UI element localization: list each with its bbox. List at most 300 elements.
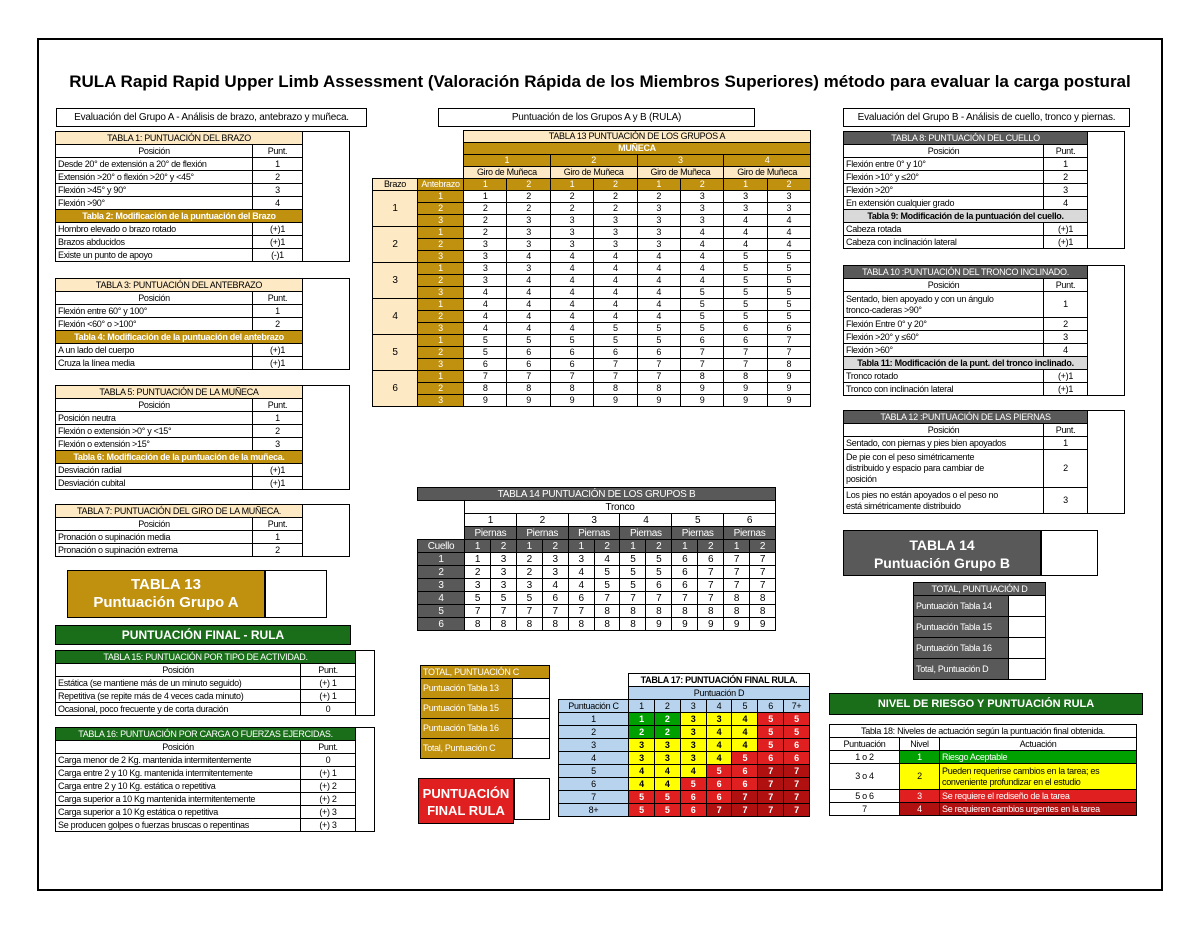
table-cell: 5 [767,275,810,287]
table-cell: 5 [680,287,723,299]
puntd-score: 1 [629,700,655,713]
giro-value: 2 [767,179,810,191]
leg-value: 2 [594,540,620,553]
cuello-score: 3 [418,579,465,592]
row-label: Puntuación Tabla 16 [421,719,513,739]
row-label: Pueden requerirse cambios en la tarea; es conveniente profundizar en el estudio [940,764,1137,790]
table-cell: 3 [490,566,516,579]
row-value: (+)1 [1044,223,1088,236]
row-label: Flexión entre 60° y 100° [56,305,253,318]
col-header: Punt. [1044,279,1088,292]
table-cell: 8 [465,618,491,631]
table-cell: 5 [629,791,655,804]
puntc-score: 8+ [559,804,629,817]
table-cell: 2 [637,191,680,203]
piernas-header: Piernas [724,527,776,540]
table-cell: 5 [784,713,810,726]
table-cell: 1 [464,191,507,203]
row-label: A un lado del cuerpo [56,344,253,357]
table-cell: 5 [490,592,516,605]
row-label: Desviación radial [56,464,253,477]
antebrazo-score: 1 [418,335,464,347]
table-cell: 2 [464,227,507,239]
puntd-score: 5 [732,700,758,713]
modifier-title: Tabla 9: Modificación de la puntuación del cuello. [844,210,1088,223]
col-header: Posición [56,741,301,754]
row-value: 0 [301,754,356,767]
table-cell: 5 [758,726,784,739]
table-cell: 8 [464,383,507,395]
table-title: TOTAL, PUNTUACIÓN C [421,666,550,679]
table-cell: 7 [724,347,767,359]
score-cell[interactable] [1009,638,1046,659]
table-cell: 4 [507,299,550,311]
tronco-header: Tronco [465,501,776,514]
cuello-header: Cuello [418,540,465,553]
table-cell: 5 [732,752,758,765]
table-cell: 3 [680,752,706,765]
antebrazo-score: 2 [418,275,464,287]
score-cell[interactable] [1009,617,1046,638]
table-cell: 5 [680,323,723,335]
giro-value: 2 [680,179,723,191]
table-cell: 4 [767,239,810,251]
table-title: TABLA 12 :PUNTUACIÓN DE LAS PIERNAS [844,411,1088,424]
table-cell: 4 [464,311,507,323]
table-title: TOTAL, PUNTUACIÓN D [914,583,1046,596]
puntc-score: 4 [559,752,629,765]
table-cell: 4 [507,311,550,323]
table-cell: 9 [724,618,750,631]
antebrazo-score: 3 [418,251,464,263]
table-cell: 2 [464,215,507,227]
group-b-header: Evaluación del Grupo B - Análisis de cuello, tronco y piernas. [843,108,1130,127]
row-label: está simétricamente distribuido [846,500,961,511]
table-cell: 7 [767,335,810,347]
tronco-score: 4 [620,514,672,527]
table-cell: 9 [767,383,810,395]
table-cell: 9 [507,395,550,407]
table-cell: 4 [550,251,593,263]
table-cell: 3 [594,215,637,227]
row-label: Ocasional, poco frecuente y de corta duración [56,703,301,716]
col-header: Punt. [253,399,303,412]
modifier-title: Tabla 6: Modificación de la puntuación de la muñeca. [56,451,303,464]
table-cell: 8 [767,359,810,371]
row-value: 3 [1044,331,1088,344]
level-badge: 3 [900,790,940,803]
row-value: 3 [1044,488,1088,514]
table-cell: 3 [490,579,516,592]
modifier-title: Tabla 4: Modificación de la puntuación del antebrazo [56,331,303,344]
col-header: Punt. [301,741,356,754]
table-title: TABLA 13 PUNTUACIÓN DE LOS GRUPOS A [464,131,811,143]
table-cell: 4 [550,311,593,323]
table-cell: 3 [706,713,732,726]
table-cell: 5 [620,566,646,579]
box-line: Puntuación Grupo B [873,555,1011,571]
level-badge: 1 [900,751,940,764]
row-value: 3 [253,184,303,197]
table-cell: 2 [594,191,637,203]
table-title: TABLA 14 PUNTUACIÓN DE LOS GRUPOS B [418,488,776,501]
table-cell: 4 [706,752,732,765]
score-cell[interactable] [513,719,550,739]
table-cell: 7 [706,804,732,817]
table-cell: 3 [542,553,568,566]
table-cell: 4 [568,579,594,592]
table-cell: 2 [550,191,593,203]
table-cell: 7 [516,605,542,618]
wrist-score: 1 [464,155,551,167]
table-cell: 3 [516,579,542,592]
wrist-score: 3 [637,155,724,167]
table-cell: 6 [724,323,767,335]
table-cell: 7 [620,592,646,605]
table-cell: 9 [672,618,698,631]
antebrazo-score: 3 [418,215,464,227]
antebrazo-score: 1 [418,299,464,311]
table-cell: 4 [680,263,723,275]
table-cell: 7 [490,605,516,618]
table-cell: 7 [680,347,723,359]
table-cell: 4 [680,765,706,778]
table-cell: 5 [594,566,620,579]
leg-value: 1 [620,540,646,553]
row-value: 4 [253,197,303,210]
table-cell: 5 [784,726,810,739]
piernas-header: Piernas [672,527,724,540]
modifier-title: Tabla 2: Modificación de la puntuación del Brazo [56,210,303,223]
row-value: 3 o 4 [830,764,900,790]
table-cell: 2 [516,553,542,566]
brazo-score: 1 [373,191,418,227]
col-header: Posición [844,279,1044,292]
giro-value: 1 [464,179,507,191]
table-17-final [558,673,810,817]
leg-value: 2 [698,540,724,553]
row-label: Repetitiva (se repite más de 4 veces cada minuto) [56,690,301,703]
brazo-score: 2 [373,227,418,263]
table-cell: 4 [654,778,680,791]
col-header: Punt. [301,664,356,677]
table-cell: 5 [594,335,637,347]
table-cell: 8 [568,618,594,631]
table-cell: 6 [568,592,594,605]
row-value: 1 [253,305,303,318]
table-cell: 6 [706,791,732,804]
row-value: (+)1 [1044,236,1088,249]
table-cell: 5 [680,778,706,791]
score-cell[interactable] [513,679,550,699]
antebrazo-score: 1 [418,263,464,275]
table-cell: 9 [594,395,637,407]
table-cell: 5 [758,739,784,752]
row-label: Los pies no están apoyados o el peso no [846,489,998,500]
giro-value: 2 [507,179,550,191]
table-cell: 3 [680,191,723,203]
row-label: Puntuación Tabla 14 [914,596,1009,617]
table-cell: 3 [680,215,723,227]
table-cell: 6 [784,739,810,752]
tronco-score: 2 [516,514,568,527]
row-value: 1 [253,158,303,171]
row-value: 4 [1044,344,1088,357]
row-label: Flexión <60° o >100° [56,318,253,331]
table-cell: 7 [784,778,810,791]
antebrazo-score: 2 [418,311,464,323]
table-cell: 8 [724,371,767,383]
row-label: Se requieren cambios urgentes en la tarea [940,803,1137,816]
table-cell: 3 [594,227,637,239]
col-header: Punt. [253,518,303,531]
col-header: Posición [56,399,253,412]
puntd-score: 4 [706,700,732,713]
table-cell: 2 [654,726,680,739]
table-cell: 3 [767,191,810,203]
table-cell: 7 [465,605,491,618]
leg-value: 2 [646,540,672,553]
table-cell: 7 [594,359,637,371]
table-cell: 3 [654,752,680,765]
table-cell: 3 [680,203,723,215]
table-cell: 7 [594,371,637,383]
box-line: TABLA 13 [130,576,201,593]
row-value: (+) 3 [301,806,356,819]
table-16-carga [55,727,375,832]
score-cell[interactable] [1009,596,1046,617]
row-value: (-)1 [253,249,303,262]
row-label: Sentado, con piernas y pies bien apoyados [844,437,1044,450]
puntc-score: 5 [559,765,629,778]
row-value: 1 [1044,292,1088,318]
row-value: 1 [1044,158,1088,171]
table-title: TABLA 3: PUNTUACIÓN DEL ANTEBRAZO [56,279,303,292]
table-cell: 7 [749,579,775,592]
puntd-score: 7+ [784,700,810,713]
group-ab-header: Puntuación de los Grupos A y B (RULA) [438,108,755,127]
row-value: 7 [830,803,900,816]
score-cell[interactable] [513,699,550,719]
table-cell: 6 [724,335,767,347]
antebrazo-score: 2 [418,383,464,395]
table-1-brazo [55,131,350,262]
table-cell: 3 [550,215,593,227]
row-value: 2 [1044,450,1088,488]
grupo-b-score-input[interactable] [1041,530,1098,576]
row-label: Cabeza rotada [844,223,1044,236]
brazo-score: 6 [373,371,418,407]
table-cell: 6 [706,778,732,791]
row-label: Flexión >20° y ≤60° [844,331,1044,344]
tronco-score: 3 [568,514,620,527]
final-rula-score-input[interactable] [514,778,550,820]
table-18-niveles [829,724,1137,816]
table-cell: 7 [680,359,723,371]
table-cell: 4 [507,323,550,335]
table-cell: 7 [507,371,550,383]
table-cell: 5 [680,311,723,323]
table-cell: 3 [637,227,680,239]
row-label: Desde 20° de extensión a 20° de flexión [56,158,253,171]
table-cell: 8 [646,605,672,618]
table-cell: 5 [464,335,507,347]
table-cell: 9 [464,395,507,407]
table-cell: 7 [758,765,784,778]
table-cell: 5 [465,592,491,605]
table-cell: 4 [629,778,655,791]
final-rula-header: PUNTUACIÓN FINAL - RULA [55,625,351,645]
table-cell: 5 [767,251,810,263]
table-cell: 8 [490,618,516,631]
puntuacion-final-rula-box [418,778,514,824]
table-cell: 5 [724,263,767,275]
row-label: Puntuación Tabla 15 [914,617,1009,638]
table-cell: 6 [550,359,593,371]
giro-value: 1 [550,179,593,191]
table-cell: 7 [594,592,620,605]
antebrazo-score: 2 [418,203,464,215]
row-label: En extensión cualquier grado [844,197,1044,210]
grupo-a-score-input[interactable] [265,570,327,618]
table-cell: 3 [767,203,810,215]
table-cell: 7 [784,765,810,778]
col-header: Posición [844,145,1044,158]
table-cell: 4 [507,275,550,287]
row-label: Hombro elevado o brazo rotado [56,223,253,236]
puntd-score: 6 [758,700,784,713]
row-value: (+) 2 [301,780,356,793]
table-cell: 3 [654,739,680,752]
row-label: Flexión >45° y 90° [56,184,253,197]
table-cell: 5 [724,275,767,287]
antebrazo-score: 2 [418,347,464,359]
box-line: FINAL RULA [427,803,505,818]
table-cell: 7 [758,791,784,804]
table-cell: 7 [672,592,698,605]
table-cell: 4 [706,726,732,739]
table-cell: 4 [550,275,593,287]
table-cell: 8 [594,618,620,631]
table-cell: 3 [637,239,680,251]
box-line: TABLA 14 [909,537,975,553]
row-label: Extensión >20° o flexión >20° y <45° [56,171,253,184]
box-line: Puntuación Grupo A [93,594,239,611]
table-cell: 8 [724,592,750,605]
table-cell: 3 [637,203,680,215]
table-cell: 3 [550,239,593,251]
row-value: 1 o 2 [830,751,900,764]
table-cell: 7 [767,347,810,359]
table-cell: 4 [594,311,637,323]
table-cell: 4 [767,227,810,239]
table-cell: 8 [620,605,646,618]
row-label: Carga menor de 2 Kg. mantenida intermitentemente [56,754,301,767]
table-cell: 9 [724,395,767,407]
table-cell: 4 [594,251,637,263]
puntd-score: 3 [680,700,706,713]
table-cell: 4 [594,553,620,566]
puntc-header: Puntuación C [559,700,629,713]
table-cell: 8 [637,383,680,395]
leg-value: 2 [542,540,568,553]
row-value: 2 [253,544,303,557]
table-cell: 4 [706,739,732,752]
table-cell: 7 [550,371,593,383]
table-cell: 4 [594,263,637,275]
row-value: 2 [253,425,303,438]
giro-value: 2 [594,179,637,191]
table-cell: 9 [724,383,767,395]
table-cell: 6 [784,752,810,765]
table-12-piernas [843,410,1125,514]
table-cell: 3 [680,726,706,739]
antebrazo-score: 3 [418,287,464,299]
score-cell[interactable] [1009,659,1046,680]
table-cell: 7 [464,371,507,383]
row-label: Total, Puntuación D [914,659,1009,680]
table-cell: 6 [672,553,698,566]
table-cell: 4 [724,239,767,251]
giro-header: Giro de Muñeca [724,167,811,179]
row-value: (+)1 [1044,370,1088,383]
score-cell[interactable] [513,739,550,759]
row-value: 2 [1044,318,1088,331]
col-header: Posición [844,424,1044,437]
muneca-header: MUÑECA [464,143,811,155]
table-cell: 3 [464,275,507,287]
leg-value: 2 [749,540,775,553]
table-cell: 5 [680,299,723,311]
table-cell: 3 [465,579,491,592]
table-cell: 5 [767,299,810,311]
table-cell: 5 [724,251,767,263]
page-title: RULA Rapid Rapid Upper Limb Assessment (Valoración Rápida de los Miembros Superiores) método para evaluar la carga postural [69,72,1131,91]
table-cell: 9 [767,371,810,383]
antebrazo-score: 1 [418,191,464,203]
table-14-grupos-b [417,487,776,631]
table-cell: 6 [767,323,810,335]
table-cell: 3 [507,239,550,251]
table-cell: 9 [646,618,672,631]
table-cell: 3 [550,227,593,239]
table-cell: 3 [507,263,550,275]
cuello-score: 2 [418,566,465,579]
table-cell: 2 [464,203,507,215]
table-cell: 9 [767,395,810,407]
leg-value: 1 [672,540,698,553]
antebrazo-score: 3 [418,395,464,407]
table-cell: 4 [637,287,680,299]
table-cell: 4 [594,287,637,299]
col-header: Punt. [1044,424,1088,437]
row-label: Total, Puntuación C [421,739,513,759]
puntc-score: 1 [559,713,629,726]
table-cell: 2 [629,726,655,739]
table-cell: 7 [732,804,758,817]
cuello-score: 5 [418,605,465,618]
table-cell: 6 [542,592,568,605]
row-value: (+)1 [253,477,303,490]
col-header: Posición [56,292,253,305]
table-cell: 1 [629,713,655,726]
table-cell: 7 [724,553,750,566]
col-header: Posición [56,518,253,531]
table-title: TABLA 16: PUNTUACIÓN POR CARGA O FUERZAS EJERCIDAS. [56,728,356,741]
row-value: (+)1 [253,344,303,357]
table-cell: 8 [749,605,775,618]
row-label: Flexión Entre 0° y 20° [844,318,1044,331]
